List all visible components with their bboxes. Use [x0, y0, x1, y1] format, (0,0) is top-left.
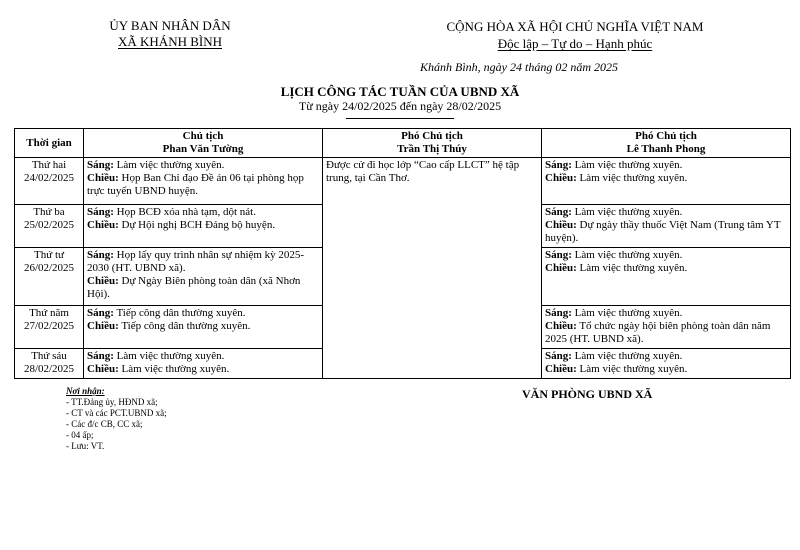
morning-task: Tiếp công dân thường xuyên.	[113, 307, 246, 319]
recipient-item: - 04 ấp;	[66, 430, 94, 440]
schedule-table	[14, 128, 791, 379]
afternoon-task: Làm việc thường xuyên.	[576, 363, 688, 375]
agency-line-1: ỦY BAN NHÂN DÂN	[109, 18, 231, 33]
day-name: Thứ hai	[31, 159, 67, 171]
afternoon-task: Làm việc thường xuyên.	[576, 262, 688, 274]
morning-label: Sáng:	[87, 206, 114, 218]
recipients-block	[66, 386, 167, 452]
table-row	[15, 158, 791, 205]
afternoon-label: Chiều:	[545, 219, 577, 231]
day-date: 25/02/2025	[23, 219, 75, 231]
morning-label: Sáng:	[545, 249, 572, 261]
table-header-row	[15, 129, 791, 158]
morning-task: Làm việc thường xuyên.	[113, 159, 225, 171]
col-person: Phan Văn Tường	[162, 143, 244, 155]
afternoon-label: Chiều:	[545, 172, 577, 184]
afternoon-task: Dự Hội nghị BCH Đảng bộ huyện.	[118, 219, 276, 231]
day-date: 28/02/2025	[23, 363, 75, 375]
national-motto: Độc lập – Tự do – Hạnh phúc	[497, 36, 653, 51]
afternoon-label: Chiều:	[87, 320, 119, 332]
col-role: Chủ tịch	[182, 130, 224, 142]
afternoon-task: Dự Ngày Biên phòng toàn dân (xã Nhơn Hội).	[87, 275, 301, 300]
morning-label: Sáng:	[545, 350, 572, 362]
morning-label: Sáng:	[87, 249, 114, 261]
morning-task: Làm việc thường xuyên.	[571, 350, 683, 362]
vice-chair-2-schedule	[542, 205, 791, 248]
afternoon-task: Tổ chức ngày hội biên phòng toàn dân năm 2025 (HT. UBND xã).	[545, 320, 771, 345]
recipient-item: - CT và các PCT.UBND xã;	[66, 408, 167, 418]
morning-label: Sáng:	[87, 159, 114, 171]
document-title: LỊCH CÔNG TÁC TUẦN CỦA UBND XÃ	[280, 84, 520, 99]
vice-chair-2-schedule	[542, 158, 791, 205]
chairman-schedule	[84, 248, 323, 306]
morning-task: Họp BCĐ xóa nhà tạm, dột nát.	[113, 206, 256, 218]
afternoon-task: Dự ngày thầy thuốc Việt Nam (Trung tâm YT huyện).	[545, 219, 781, 244]
afternoon-label: Chiều:	[545, 320, 577, 332]
vice-chair-2-schedule	[542, 349, 791, 379]
document-subtitle: Từ ngày 24/02/2025 đến ngày 28/02/2025	[298, 99, 502, 113]
vice-chair-1-schedule	[323, 158, 542, 379]
recipients-heading: Nơi nhận:	[66, 386, 105, 396]
agency-line-2: XÃ KHÁNH BÌNH	[118, 34, 222, 49]
afternoon-label: Chiều:	[87, 363, 119, 375]
chairman-schedule	[84, 349, 323, 379]
title-underline	[346, 118, 454, 119]
day-cell	[15, 306, 84, 349]
morning-task: Làm việc thường xuyên.	[571, 159, 683, 171]
morning-label: Sáng:	[87, 350, 114, 362]
morning-task: Họp lấy quy trình nhân sự nhiệm kỳ 2025-2030 (HT. UBND xã).	[87, 249, 305, 274]
morning-label: Sáng:	[545, 159, 572, 171]
morning-label: Sáng:	[545, 206, 572, 218]
day-name: Thứ sáu	[31, 350, 67, 362]
national-header	[375, 18, 775, 52]
morning-task: Làm việc thường xuyên.	[571, 307, 683, 319]
recipient-item: - Lưu: VT.	[66, 441, 105, 451]
col-person: Trần Thị Thúy	[397, 143, 467, 155]
chairman-schedule	[84, 158, 323, 205]
signing-office: VĂN PHÒNG UBND XÃ	[522, 387, 653, 401]
afternoon-label: Chiều:	[545, 262, 577, 274]
afternoon-task: Họp Ban Chỉ đạo Đề án 06 tại phòng họp trực tuyến UBND huyện.	[87, 172, 304, 197]
col-header-vice-chair-1	[323, 129, 542, 158]
vice-chair-2-schedule	[542, 306, 791, 349]
day-date: 27/02/2025	[23, 320, 75, 332]
day-date: 26/02/2025	[23, 262, 75, 274]
day-cell	[15, 349, 84, 379]
day-cell	[15, 205, 84, 248]
chairman-schedule	[84, 205, 323, 248]
issuing-agency	[60, 18, 280, 50]
vice-chair-2-schedule	[542, 248, 791, 306]
place-date: Khánh Bình, ngày 24 tháng 02 năm 2025	[420, 60, 618, 74]
day-date: 24/02/2025	[23, 172, 75, 184]
day-name: Thứ năm	[29, 307, 69, 319]
afternoon-label: Chiều:	[87, 275, 119, 287]
afternoon-task: Tiếp công dân thường xuyên.	[118, 320, 251, 332]
morning-label: Sáng:	[545, 307, 572, 319]
chairman-schedule	[84, 306, 323, 349]
col-header-chairman	[84, 129, 323, 158]
col-role: Phó Chủ tịch	[401, 130, 463, 142]
afternoon-task: Làm việc thường xuyên.	[118, 363, 230, 375]
afternoon-task: Làm việc thường xuyên.	[576, 172, 688, 184]
nation-title: CỘNG HÒA XÃ HỘI CHỦ NGHĨA VIỆT NAM	[446, 19, 704, 34]
afternoon-label: Chiều:	[87, 219, 119, 231]
day-cell	[15, 158, 84, 205]
col-role: Phó Chủ tịch	[635, 130, 697, 142]
col-person: Lê Thanh Phong	[626, 143, 706, 155]
recipient-item: - Các đ/c CB, CC xã;	[66, 419, 143, 429]
col-header-vice-chair-2	[542, 129, 791, 158]
day-name: Thứ ba	[33, 206, 65, 218]
morning-task: Làm việc thường xuyên.	[571, 249, 683, 261]
day-cell	[15, 248, 84, 306]
col-header-time: Thời gian	[15, 129, 84, 158]
recipient-item: - TT.Đảng ủy, HĐND xã;	[66, 397, 158, 407]
afternoon-label: Chiều:	[87, 172, 119, 184]
day-name: Thứ tư	[34, 249, 64, 261]
morning-label: Sáng:	[87, 307, 114, 319]
morning-task: Làm việc thường xuyên.	[113, 350, 225, 362]
all-week-task: Được cử đi học lớp “Cao cấp LLCT” hệ tập trung, tại Cần Thơ.	[326, 159, 520, 184]
morning-task: Làm việc thường xuyên.	[571, 206, 683, 218]
afternoon-label: Chiều:	[545, 363, 577, 375]
